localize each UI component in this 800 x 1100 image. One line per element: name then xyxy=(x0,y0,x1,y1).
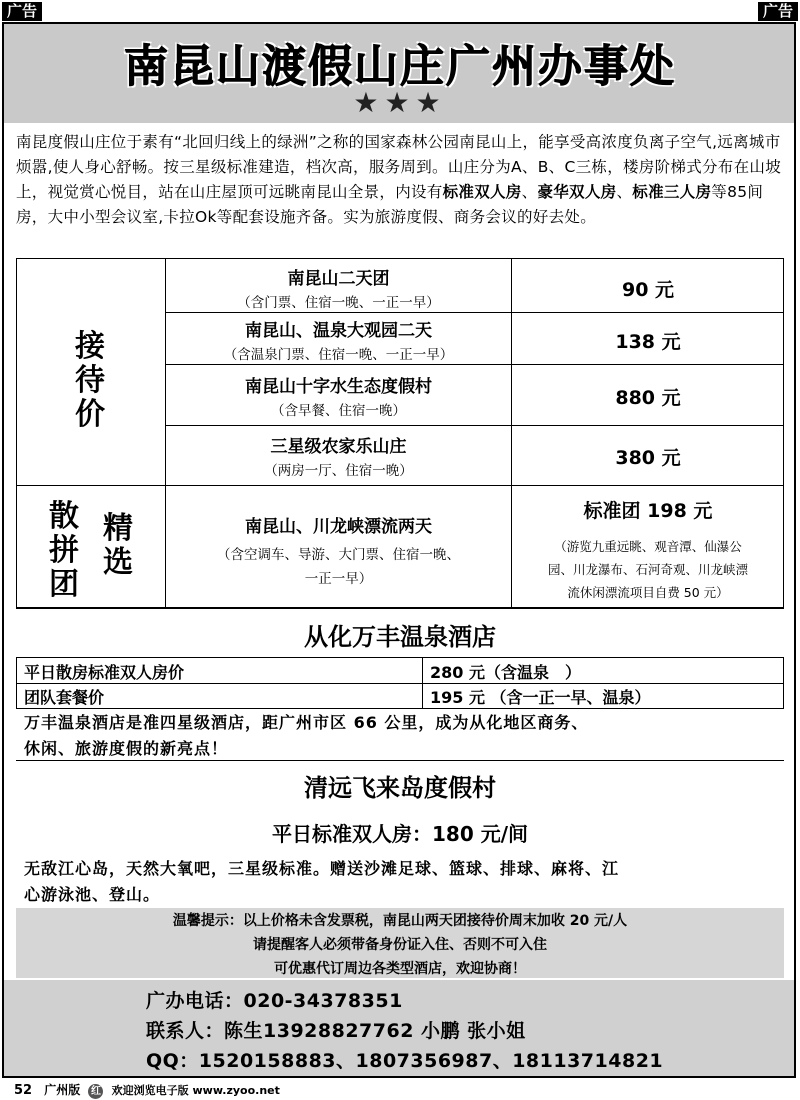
room-type-standard-triple: 标准三人房 xyxy=(632,183,712,201)
star-rating-icon: ★★★ xyxy=(353,86,447,119)
section-divider xyxy=(16,760,784,761)
table-divider xyxy=(783,657,784,708)
table-row: 南昆山十字水生态度假村 （含早餐、住宿一晚） xyxy=(245,377,432,419)
page-number: 52 xyxy=(14,1083,33,1098)
qingyuan-title: 清远飞来岛度假村 xyxy=(304,774,496,802)
section-divider xyxy=(16,608,784,609)
logo-badge-icon: 红 xyxy=(88,1084,103,1099)
price-value: 138 元 xyxy=(615,331,681,353)
price-value: 90 元 xyxy=(621,279,675,301)
selected-label: 精 选 xyxy=(103,511,133,580)
tip-line: 可优惠代订周边各类型酒店，欢迎协商！ xyxy=(274,961,526,977)
wanfeng-title: 从化万丰温泉酒店 xyxy=(304,623,496,651)
qingyuan-price: 平日标准双人房：180 元/间 xyxy=(271,822,528,846)
contact-person: 联系人：陈生13928827762 小鹏 张小姐 xyxy=(146,1020,526,1042)
wanfeng-row-label: 团队套餐价 xyxy=(24,688,105,707)
ad-tag-left: 广告 xyxy=(2,2,42,21)
qingyuan-description: 无敌江心岛，天然大氧吧，三星级标准。赠送沙滩足球、篮球、排球、麻将、江 心游泳池、登山。 xyxy=(24,859,620,904)
qq-numbers: QQ：1520158883、1807356987、18113714821 xyxy=(146,1050,664,1072)
table-divider xyxy=(16,708,784,709)
tip-line: 温馨提示：以上价格未含发票税，南昆山两天团接待价周末加收 20 元/人 xyxy=(172,913,628,929)
wanfeng-row-value: 195 元 （含一正一早、温泉） xyxy=(430,688,651,707)
intro-paragraph: 南昆度假山庄位于素有“北回归线上的绿洲”之称的国家森林公园南昆山上，能享受高浓度负离子空气,远离城市烦嚣,使人身心舒畅。按三星级标准建造，档次高，服务周到。山庄分为A、B、C三栋，楼房阶梯式分布在山坡上，视觉赏心悦目，站在山庄屋顶可远眺南昆山全景，内设有标准双人房、豪华双人房、标准三人房等85间房，大中小型会议室,卡拉Ok等配套设施齐备。实为旅游度假、商务会议的好去处。 xyxy=(16,133,781,226)
table-row: 南昆山二天团 （含门票、住宿一晚、一正一早） xyxy=(237,269,440,311)
table-divider xyxy=(16,485,784,486)
table-divider xyxy=(16,657,784,658)
ad-tag-right: 广告 xyxy=(758,2,798,21)
room-type-standard-double: 标准双人房 xyxy=(442,183,522,201)
table-row: 南昆山、温泉大观园二天 （含温泉门票、住宿一晚、一正一早） xyxy=(223,321,454,363)
table-divider xyxy=(165,425,784,426)
office-phone: 广办电话：020-34378351 xyxy=(146,990,403,1012)
table-row: 三星级农家乐山庄 （两房一厅、住宿一晚） xyxy=(264,437,413,479)
wanfeng-row-label: 平日散房标准双人房价 xyxy=(24,663,185,682)
edition-label: 广州版 xyxy=(44,1083,81,1097)
price-value: 380 元 xyxy=(615,447,681,469)
wanfeng-description: 万丰温泉酒店是准四星级酒店，距广州市区 66 公里，成为从化地区商务、 休闲、旅游度假的新亮点！ xyxy=(24,713,589,758)
wanfeng-row-value: 280 元（含温泉 ） xyxy=(430,663,581,682)
room-type-deluxe-double: 豪华双人房 xyxy=(537,183,617,201)
table-divider xyxy=(422,657,423,708)
footer-text: 欢迎浏览电子版 www.zyoo.net xyxy=(111,1084,280,1097)
table-divider xyxy=(16,657,17,708)
reception-price-label: 接 待 价 xyxy=(75,329,105,432)
table-divider xyxy=(165,312,784,313)
tip-line: 请提醒客人必须带备身份证入住、否则不可入住 xyxy=(253,937,547,953)
table-divider xyxy=(165,364,784,365)
group-price-cell: 标准团 198 元 （游览九重远眺、观音潭、仙瀑公 园、川龙瀑布、石河奇观、川龙峡漂 流休闲漂流项目自费 50 元） xyxy=(547,500,748,600)
table-row: 南昆山、川龙峡漂流两天 （含空调车、导游、大门票、住宿一晚、 一正一早） xyxy=(217,517,460,587)
price-value: 880 元 xyxy=(615,387,681,409)
page-footer xyxy=(14,1081,280,1099)
group-tour-label: 散 拼 团 xyxy=(49,499,79,602)
page-title: 南昆山渡假山庄广州办事处 xyxy=(124,41,676,92)
table-divider xyxy=(16,683,784,684)
